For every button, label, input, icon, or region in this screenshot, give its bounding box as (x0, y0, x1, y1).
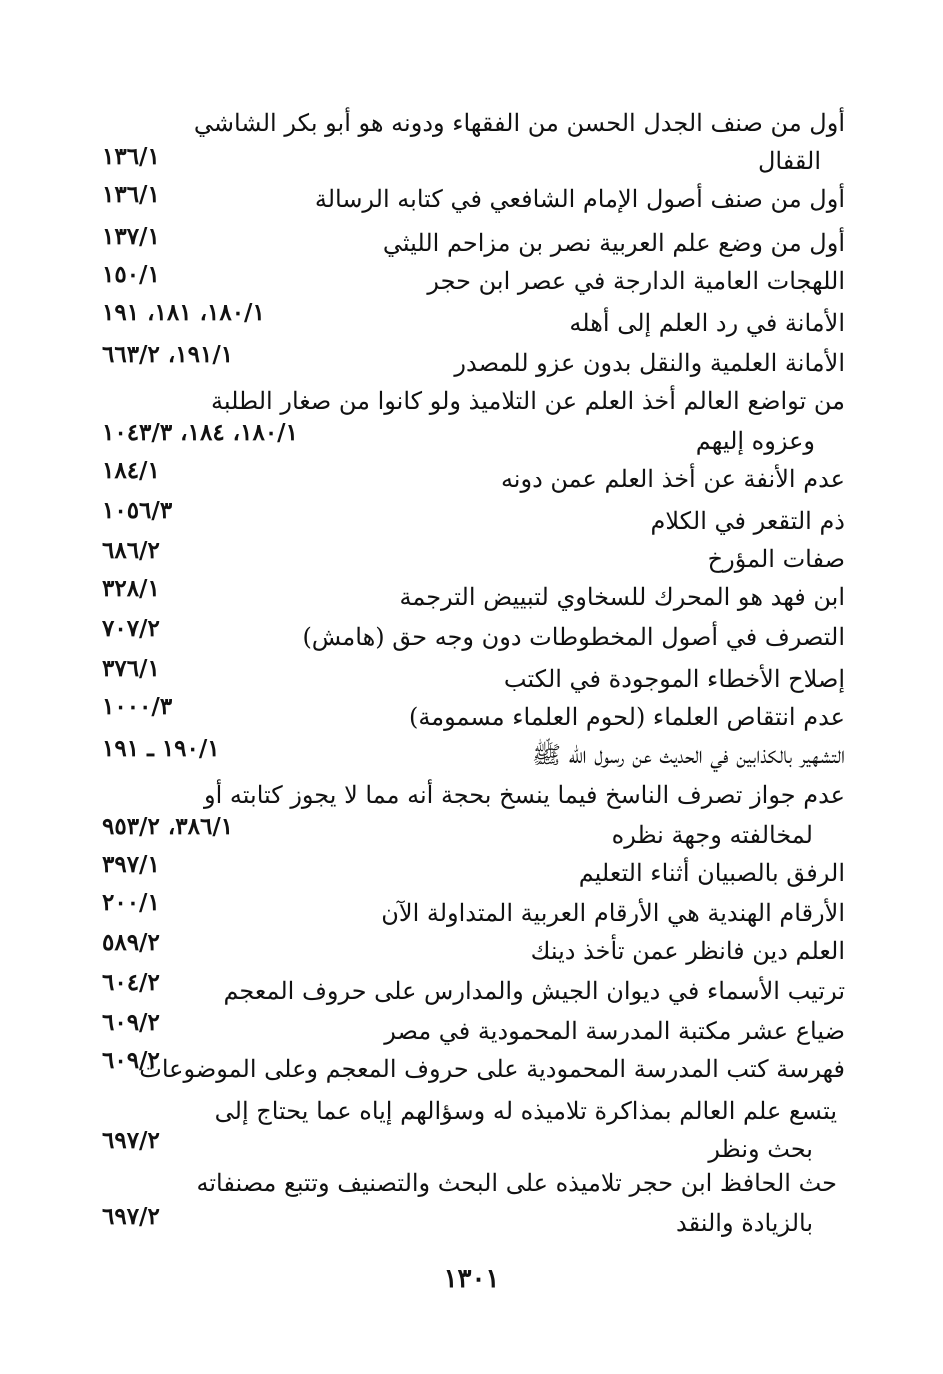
entry-reference: ٦٠٤/٢ (102, 969, 160, 996)
entry-reference: ٣٩٧/١ (102, 851, 160, 878)
entry-text-line: صفات المؤرخ (707, 545, 845, 573)
entry-reference: ١٠٥٦/٣ (102, 497, 173, 524)
entry-reference: ٣٢٨/١ (102, 575, 160, 602)
entry-text-line: عدم انتقاص العلماء (لحوم العلماء مسمومة) (409, 703, 845, 731)
entry-reference: ١٨٠/١، ١٨٤، ١٠٤٣/٣ (102, 419, 298, 446)
entry-reference: ١٣٦/١ (102, 143, 160, 170)
entry-text-line: العلم دين فانظر عمن تأخذ دينك (530, 937, 845, 965)
entry-reference: ١٣٧/١ (102, 223, 160, 250)
entry-reference: ٦٩٧/٢ (102, 1203, 160, 1230)
entry-text-line: لمخالفته وجهة نظره (611, 821, 813, 849)
page-number: ١٣٠١ (443, 1264, 500, 1294)
entry-text-line: التشهير بالكذابين في الحديث عن رسول الله ﷺ (532, 741, 845, 769)
entry-text-line: الأرقام الهندية هي الأرقام العربية المتداولة الآن (381, 899, 845, 927)
entry-text-line: الأمانة العلمية والنقل بدون عزو للمصدر (454, 349, 845, 377)
entry-reference: ٦٩٧/٢ (102, 1127, 160, 1154)
entry-text-line: التصرف في أصول المخطوطات دون وجه حق (هامش) (302, 623, 845, 651)
entry-text-line: اللهجات العامية الدارجة في عصر ابن حجر (427, 267, 845, 295)
entry-reference: ٣٨٦/١، ٩٥٣/٢ (102, 813, 234, 840)
entry-text-line: وعزوه إليهم (695, 427, 815, 455)
entry-reference: ١٣٦/١ (102, 181, 160, 208)
entry-text-line: ذم التقعر في الكلام (650, 507, 845, 535)
entry-text-line: الرفق بالصبيان أثناء التعليم (578, 859, 845, 887)
entry-text-line: من تواضع العالم أخذ العلم عن التلاميذ ولو كانوا من صغار الطلبة (211, 387, 845, 415)
entry-text-line: بالزيادة والنقد (676, 1209, 813, 1237)
entry-text-line: يتسع علم العالم بمذاكرة تلاميذه له وسؤالهم إياه عما يحتاج إلى (214, 1097, 837, 1125)
entry-text-line: أول من صنف أصول الإمام الشافعي في كتابه الرسالة (314, 185, 845, 213)
entry-text-line: ضياع عشر مكتبة المدرسة المحمودية في مصر (384, 1017, 845, 1045)
entry-text-line: عدم جواز تصرف الناسخ فيما ينسخ بحجة أنه مما لا يجوز كتابته أو (204, 781, 845, 809)
entry-text-line: ابن فهد هو المحرك للسخاوي لتبييض الترجمة (399, 583, 845, 611)
entry-reference: ١٩١/١، ٦٦٣/٢ (102, 341, 234, 368)
entry-text-line: أول من صنف الجدل الحسن من الفقهاء ودونه هو أبو بكر الشاشي (193, 109, 845, 137)
entry-reference: ١٨٤/١ (102, 457, 160, 484)
entry-text-line: الأمانة في رد العلم إلى أهله (569, 309, 845, 337)
entry-reference: ٦٠٩/٢ (102, 1047, 160, 1074)
entry-text-line: إصلاح الأخطاء الموجودة في الكتب (503, 665, 845, 693)
entry-text-line: القفال (757, 147, 821, 175)
entry-reference: ١٨٠/١، ١٨١، ١٩١ (102, 299, 265, 326)
entry-text-line: فهرسة كتب المدرسة المحمودية على حروف المعجم وعلى الموضوعات (139, 1055, 845, 1083)
entry-reference: ٥٨٩/٢ (102, 929, 160, 956)
entry-text-line: عدم الأنفة عن أخذ العلم عمن دونه (500, 465, 845, 493)
entry-reference: ٦٨٦/٢ (102, 537, 160, 564)
entry-reference: ١٥٠/١ (102, 261, 160, 288)
entry-reference: ١٩٠/١ ـ ١٩١ (102, 735, 220, 762)
entry-reference: ٧٠٧/٢ (102, 615, 160, 642)
entry-text-line: ترتيب الأسماء في ديوان الجيش والمدارس على حروف المعجم (223, 977, 845, 1005)
entry-text-line: أول من وضع علم العربية نصر بن مزاحم الليثي (382, 229, 845, 257)
entry-text-line: حث الحافظ ابن حجر تلاميذه على البحث والتصنيف وتتبع مصنفاته (196, 1169, 837, 1197)
entry-reference: ٣٧٦/١ (102, 655, 160, 682)
entry-reference: ٦٠٩/٢ (102, 1009, 160, 1036)
entry-text-line: بحث ونظر (708, 1135, 813, 1163)
entry-reference: ٢٠٠/١ (102, 889, 160, 916)
entry-reference: ١٠٠٠/٣ (102, 693, 173, 720)
